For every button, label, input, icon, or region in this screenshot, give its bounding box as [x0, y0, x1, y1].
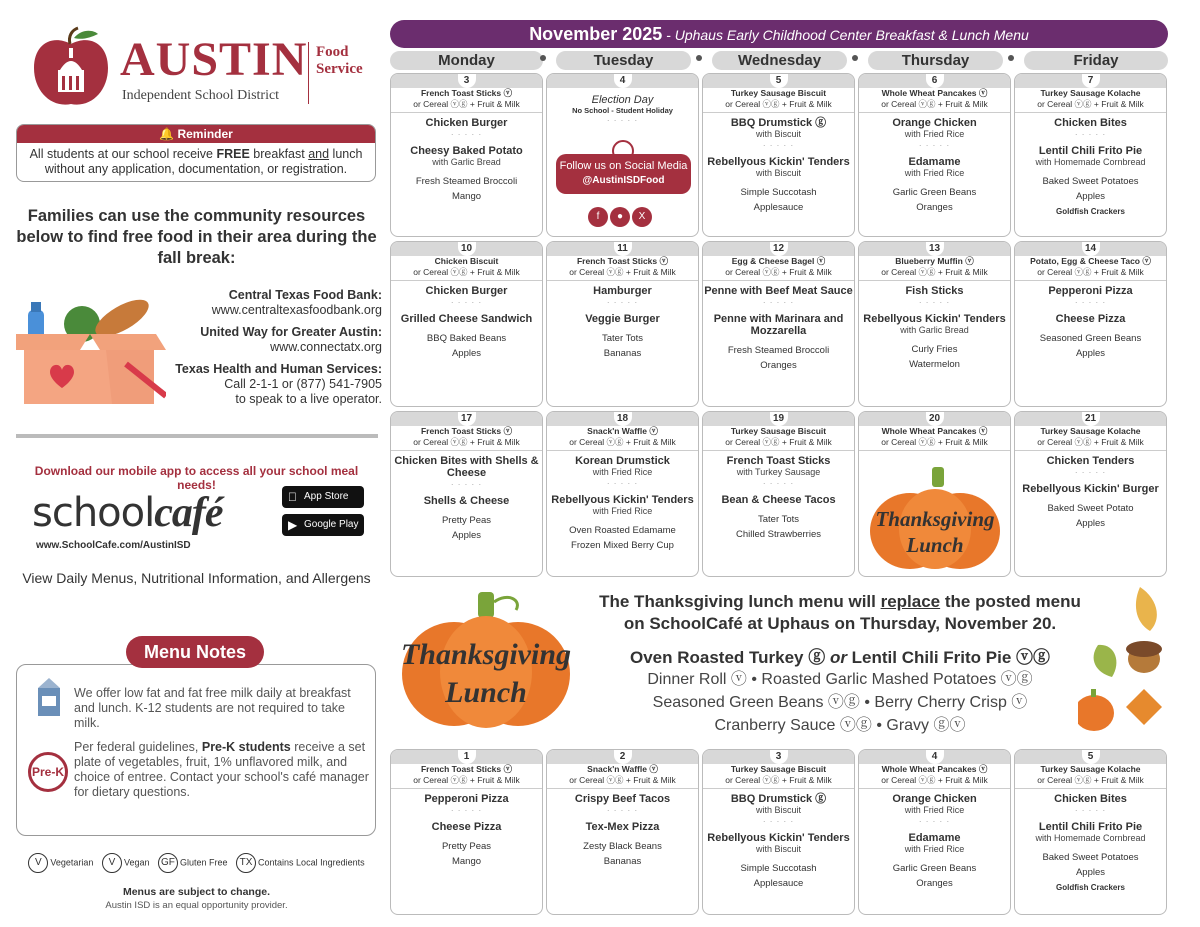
side-item: Apples [1075, 867, 1106, 878]
entree-2-side: with Homemade Cornbread [1035, 833, 1146, 843]
day-number: 10 [458, 242, 476, 256]
day-number: 12 [770, 242, 788, 256]
side-item: Apples [451, 348, 482, 359]
side-item: Chilled Strawberries [735, 529, 821, 540]
thanksgiving-label-small: Thanksgiving Lunch [875, 507, 995, 557]
day-menu [391, 256, 542, 360]
entree-2: Bean & Cheese Tacos [721, 494, 836, 506]
dot [852, 55, 858, 61]
day-menu [859, 764, 1010, 890]
day-number: 1 [458, 750, 476, 764]
separator: · · · · · [918, 298, 951, 307]
prek-badge: Pre-K [28, 752, 68, 792]
instagram-icon[interactable]: ● [610, 207, 630, 227]
side-item: Tater Tots [601, 333, 643, 344]
day-cell [702, 749, 855, 915]
day-number-bar [391, 242, 542, 256]
entree-1: BBQ Drumstick ⓖ [730, 117, 827, 129]
thanksgiving-sides: Dinner Roll ⓥ • Roasted Garlic Mashed Potatoes ⓥⓖ Seasoned Green Beans ⓥⓖ • Berry Cherry Crisp ⓥ Cranberry Sauce ⓥⓖ • Gravy ⓖⓥ [647, 671, 1033, 734]
dot [696, 55, 702, 61]
milk-note: We offer low fat and fat free milk daily at breakfast and lunch. K-12 students are not required to take milk. [74, 686, 351, 730]
day-number: 18 [614, 412, 632, 426]
menu-month: November 2025 [529, 24, 663, 44]
play-icon: ▶ [288, 518, 298, 532]
entree-2: Penne with Marinara and Mozzarella [713, 313, 844, 337]
day-menu [859, 426, 1010, 451]
day-header-tuesday: Tuesday [556, 51, 691, 70]
day-number: 4 [614, 74, 632, 88]
social-pill: Follow us on Social Media @AustinISDFood [556, 154, 691, 194]
side-item: Bananas [603, 856, 642, 867]
separator: · · · · · [606, 116, 639, 125]
breakfast-item: French Toast Sticks ⓥ [576, 256, 668, 266]
side-item: Mango [451, 856, 482, 867]
day-number: 19 [770, 412, 788, 426]
austin-isd-logo [32, 22, 372, 112]
day-number: 14 [1082, 242, 1100, 256]
side-item: BBQ Baked Beans [426, 333, 507, 344]
side-item: Oranges [760, 360, 797, 371]
side-item: Baked Sweet Potato [1047, 503, 1134, 514]
day-cell [546, 241, 699, 407]
day-number-bar [703, 74, 854, 88]
entree-1-side: with Biscuit [755, 805, 801, 815]
schoolcafe-logo: schoolcafé [32, 490, 223, 536]
side-item: Baked Sweet Potatoes [1042, 852, 1139, 863]
divider [16, 434, 378, 438]
vegetarian-icon: V [28, 853, 48, 873]
logo-austin: AUSTIN [120, 33, 308, 86]
entree-2-side: with Garlic Bread [432, 157, 501, 167]
day-number-bar [547, 74, 698, 88]
cereal-option: or Cereal ⓥⓖ + Fruit & Milk [391, 99, 542, 113]
entree-2: Rebellyous Kickin' Tenders [863, 313, 1006, 325]
entree-2: Veggie Burger [585, 313, 660, 325]
side-item: Applesauce [753, 878, 804, 889]
breakfast-item: Chicken Biscuit [434, 256, 499, 266]
day-header-thursday: Thursday [868, 51, 1003, 70]
separator: · · · · · [762, 141, 795, 150]
entree-2: Rebellyous Kickin' Tenders [551, 494, 694, 506]
side-item: Curly Fries [911, 344, 958, 355]
cereal-option: or Cereal ⓥⓖ + Fruit & Milk [703, 775, 854, 789]
day-header-wednesday: Wednesday [712, 51, 847, 70]
day-menu [703, 256, 854, 372]
breakfast-item: French Toast Sticks ⓥ [420, 764, 512, 774]
cereal-option: or Cereal ⓥⓖ + Fruit & Milk [1015, 437, 1166, 451]
entree-2-side: with Biscuit [755, 844, 801, 854]
cereal-option: or Cereal ⓥⓖ + Fruit & Milk [859, 267, 1010, 281]
vegan-icon: V [102, 853, 122, 873]
entree-1: Chicken Tenders [1046, 455, 1135, 467]
day-cell [546, 411, 699, 577]
entree-1: Orange Chicken [892, 117, 977, 129]
breakfast-item: Turkey Sausage Kolache [1040, 426, 1141, 436]
app-store-button[interactable]: App Store [282, 486, 364, 508]
breakfast-item: Blueberry Muffin ⓥ [895, 256, 974, 266]
cereal-option: or Cereal ⓥⓖ + Fruit & Milk [547, 775, 698, 789]
side-item: Garlic Green Beans [892, 187, 977, 198]
thanksgiving-menu [520, 591, 1160, 737]
day-number: 20 [926, 412, 944, 426]
day-cell [1014, 411, 1167, 577]
day-menu [859, 256, 1010, 371]
side-item: Apples [1075, 518, 1106, 529]
cereal-option: or Cereal ⓥⓖ + Fruit & Milk [703, 437, 854, 451]
entree-1: BBQ Drumstick ⓖ [730, 793, 827, 805]
cereal-option: or Cereal ⓥⓖ + Fruit & Milk [1015, 775, 1166, 789]
day-number: 7 [1082, 74, 1100, 88]
side-item: Fresh Steamed Broccoli [415, 176, 518, 187]
entree-1: French Toast Sticks [726, 455, 831, 467]
dot [1008, 55, 1014, 61]
side-item: Goldfish Crackers [1056, 883, 1125, 892]
side-item: Pretty Peas [441, 841, 492, 852]
entree-2-side: with Fried Rice [904, 844, 965, 854]
day-header-friday: Friday [1024, 51, 1168, 70]
day-number-bar [1015, 750, 1166, 764]
entree-1: Chicken Burger [425, 117, 508, 129]
dot [540, 55, 546, 61]
day-menu [859, 88, 1010, 214]
prek-note: Per federal guidelines, Pre-K students receive a set plate of vegetables, fruit, 1% unflavored milk, and choice of entree. Contact your school's café manager for dietary questions. [74, 740, 369, 799]
entree-2: Cheese Pizza [1055, 313, 1126, 325]
food-box-illustration [16, 276, 166, 406]
day-number: 2 [614, 750, 632, 764]
day-number-bar [859, 750, 1010, 764]
day-number-bar [391, 412, 542, 426]
resource-item: United Way for Greater Austin: www.connectatx.org [200, 325, 382, 354]
breakfast-item: French Toast Sticks ⓥ [420, 426, 512, 436]
entree-2: Rebellyous Kickin' Burger [1022, 483, 1159, 495]
x-icon[interactable]: X [632, 207, 652, 227]
day-menu [1015, 256, 1166, 360]
day-number-bar [703, 412, 854, 426]
breakfast-item: Snack'n Waffle ⓥ [587, 764, 658, 774]
entree-1: Chicken Bites [1054, 793, 1127, 805]
separator: · · · · · [450, 806, 483, 815]
entree-2: Rebellyous Kickin' Tenders [707, 156, 850, 168]
entree-2: Grilled Cheese Sandwich [400, 313, 533, 325]
separator: · · · · · [762, 817, 795, 826]
day-cell [390, 73, 543, 237]
cereal-option: or Cereal ⓥⓖ + Fruit & Milk [391, 437, 542, 451]
menu-title-bar [390, 20, 1168, 48]
entree-2: Lentil Chili Frito Pie [1038, 821, 1143, 833]
entree-1-side: with Turkey Sausage [736, 467, 821, 477]
side-item: Apples [1075, 191, 1106, 202]
holiday-title: Election Day [591, 94, 654, 106]
entree-2: Edamame [908, 156, 961, 168]
day-cell [858, 73, 1011, 237]
day-number: 3 [458, 74, 476, 88]
breakfast-item: Turkey Sausage Kolache [1040, 764, 1141, 774]
entree-1-side: with Biscuit [755, 129, 801, 139]
day-cell [390, 411, 543, 577]
app-download-text: Download our mobile app to access all your school meal needs! [34, 464, 359, 492]
legend-local: TX Contains Local Ingredients [236, 853, 365, 873]
side-item: Oranges [916, 878, 953, 889]
gluten-free-icon: GF [158, 853, 178, 873]
entree-2: Lentil Chili Frito Pie [1038, 145, 1143, 157]
logo-food-service: Food Service [316, 44, 363, 77]
breakfast-item: Turkey Sausage Biscuit [730, 426, 827, 436]
separator: · · · · · [762, 298, 795, 307]
side-item: Watermelon [909, 359, 960, 370]
separator: · · · · · [762, 479, 795, 488]
day-menu [547, 256, 698, 360]
breakfast-item: Turkey Sausage Kolache [1040, 88, 1141, 98]
autumn-leaves-decoration [1078, 585, 1173, 735]
social-icons [588, 206, 660, 228]
entree-1: Penne with Beef Meat Sauce [704, 285, 853, 297]
entree-2: Cheesy Baked Potato [410, 145, 523, 157]
texas-icon: TX [236, 853, 256, 873]
cereal-option: or Cereal ⓥⓖ + Fruit & Milk [547, 437, 698, 451]
day-menu [1015, 88, 1166, 218]
logo-divider [308, 42, 309, 104]
cereal-option: or Cereal ⓥⓖ + Fruit & Milk [859, 437, 1010, 451]
day-number: 21 [1082, 412, 1100, 426]
entree-1: Korean Drumstick [575, 455, 670, 467]
day-number-bar [859, 412, 1010, 426]
entree-2: Tex-Mex Pizza [585, 821, 660, 833]
social-media-callout [556, 140, 691, 234]
equal-opportunity: Austin ISD is an equal opportunity provider. [105, 900, 288, 911]
separator: · · · · · [606, 479, 639, 488]
day-menu [547, 88, 698, 127]
apple-icon [288, 486, 297, 508]
day-number-bar [859, 242, 1010, 256]
entree-2-side: with Fried Rice [904, 168, 965, 178]
day-number: 4 [926, 750, 944, 764]
thanksgiving-label-large: Thanksgiving Lunch [400, 638, 572, 709]
entree-2-side: with Fried Rice [592, 506, 653, 516]
resource-item: Central Texas Food Bank: www.centraltexasfoodbank.org [211, 288, 382, 317]
day-menu [703, 88, 854, 214]
side-item: Tater Tots [757, 514, 799, 525]
day-menu [1015, 426, 1166, 530]
entree-1: Hamburger [593, 285, 652, 297]
day-menu [391, 88, 542, 203]
thanksgiving-entrees: Oven Roasted Turkey ⓖ or Lentil Chili Frito Pie ⓥⓖ [629, 648, 1051, 667]
resource-item: Texas Health and Human Services: Call 2-1-1 or (877) 541-7905 to speak to a live operator. [175, 362, 382, 406]
day-menu [547, 764, 698, 868]
side-item: Pretty Peas [441, 515, 492, 526]
cereal-option: or Cereal ⓥⓖ + Fruit & Milk [859, 99, 1010, 113]
separator: · · · · · [450, 298, 483, 307]
day-cell [546, 749, 699, 915]
cereal-option: or Cereal ⓥⓖ + Fruit & Milk [1015, 99, 1166, 113]
schoolcafe-url[interactable]: www.SchoolCafe.com/AustinISD [36, 540, 191, 551]
reminder-header: 🔔 Reminder [17, 125, 375, 143]
side-item: Apples [1075, 348, 1106, 359]
breakfast-item: Whole Wheat Pancakes ⓥ [881, 764, 988, 774]
bell-icon: 🔔 [159, 127, 175, 141]
entree-2: Rebellyous Kickin' Tenders [707, 832, 850, 844]
day-number: 5 [770, 74, 788, 88]
entree-2: Edamame [908, 832, 961, 844]
day-number: 5 [1082, 750, 1100, 764]
side-item: Frozen Mixed Berry Cup [571, 540, 674, 551]
day-cell [1014, 73, 1167, 237]
side-item: Goldfish Crackers [1056, 207, 1125, 216]
thanksgiving-notice: The Thanksgiving lunch menu will replace the posted menu on SchoolCafé at Uphaus on Thursday, November 20. [599, 592, 1081, 633]
side-item: Seasoned Green Beans [1039, 333, 1142, 344]
entree-1: Pepperoni Pizza [424, 793, 509, 805]
holiday-note: No School - Student Holiday [572, 106, 673, 115]
side-item: Zesty Black Beans [583, 841, 662, 852]
day-cell [858, 749, 1011, 915]
side-item: Apples [451, 530, 482, 541]
day-menu [391, 426, 542, 542]
day-number: 11 [614, 242, 632, 256]
legend-vegan: V Vegan [102, 853, 150, 873]
legend-gluten-free: GF Gluten Free [158, 853, 228, 873]
day-number-bar [547, 242, 698, 256]
day-cell [1014, 749, 1167, 915]
day-number-bar [391, 74, 542, 88]
separator: · · · · · [606, 298, 639, 307]
entree-2-side: with Homemade Cornbread [1035, 157, 1146, 167]
cereal-option: or Cereal ⓥⓖ + Fruit & Milk [391, 267, 542, 281]
logo-district: Independent School District [122, 88, 280, 103]
side-item: Baked Sweet Potatoes [1042, 176, 1139, 187]
side-item: Simple Succotash [740, 187, 817, 198]
side-item: Bananas [603, 348, 642, 359]
families-heading: Families can use the community resources below to find free food in their area during the fall break: [16, 207, 377, 267]
diet-legend [14, 853, 379, 873]
separator: · · · · · [450, 130, 483, 139]
day-header-monday: Monday [390, 51, 543, 70]
reminder-text: All students at our school receive FREE breakfast and lunch without any application, documentation, or registration. [29, 147, 363, 176]
side-item: Applesauce [753, 202, 804, 213]
day-number-bar [703, 242, 854, 256]
day-menu [703, 426, 854, 541]
side-item: Fresh Steamed Broccoli [727, 345, 830, 356]
separator: · · · · · [1074, 468, 1107, 477]
day-cell [1014, 241, 1167, 407]
breakfast-item: Potato, Egg & Cheese Taco ⓥ [1030, 256, 1151, 266]
entree-1: Orange Chicken [892, 793, 977, 805]
side-item: Mango [451, 191, 482, 202]
menu-notes-title: Menu Notes [126, 636, 264, 668]
entree-1: Pepperoni Pizza [1048, 285, 1133, 297]
day-cell [702, 73, 855, 237]
day-number-bar [547, 750, 698, 764]
entree-1: Chicken Bites [1054, 117, 1127, 129]
day-cell [858, 241, 1011, 407]
day-number: 13 [926, 242, 944, 256]
entree-2-side: with Garlic Bread [900, 325, 969, 335]
day-number: 17 [458, 412, 476, 426]
side-item: Garlic Green Beans [892, 863, 977, 874]
breakfast-item: Snack'n Waffle ⓥ [587, 426, 658, 436]
separator: · · · · · [918, 141, 951, 150]
entree-2-side: with Biscuit [755, 168, 801, 178]
entree-1: Fish Sticks [905, 285, 964, 297]
day-number-bar [547, 412, 698, 426]
entree-1-side: with Fried Rice [904, 805, 965, 815]
day-menu [1015, 764, 1166, 894]
entree-2: Cheese Pizza [431, 821, 502, 833]
menu-subtitle: - Uphaus Early Childhood Center Breakfast & Lunch Menu [662, 27, 1029, 43]
cereal-option: or Cereal ⓥⓖ + Fruit & Milk [703, 267, 854, 281]
cereal-option: or Cereal ⓥⓖ + Fruit & Milk [547, 267, 698, 281]
day-menu [547, 426, 698, 552]
day-number-bar [703, 750, 854, 764]
google-play-button[interactable]: ▶ Google Play [282, 514, 364, 536]
separator: · · · · · [1074, 298, 1107, 307]
entree-1: Chicken Bites with Shells & Cheese [394, 455, 539, 479]
cereal-option: or Cereal ⓥⓖ + Fruit & Milk [391, 775, 542, 789]
day-number-bar [859, 74, 1010, 88]
separator: · · · · · [450, 480, 483, 489]
day-cell [702, 241, 855, 407]
day-menu [391, 764, 542, 868]
breakfast-item: Turkey Sausage Biscuit [730, 764, 827, 774]
entree-1: Crispy Beef Tacos [574, 793, 671, 805]
day-number: 6 [926, 74, 944, 88]
separator: · · · · · [1074, 130, 1107, 139]
subject-to-change: Menus are subject to change. [122, 886, 271, 898]
day-number-bar [1015, 74, 1166, 88]
cereal-option: or Cereal ⓥⓖ + Fruit & Milk [859, 775, 1010, 789]
legend-vegetarian: V Vegetarian [28, 853, 93, 873]
day-number: 3 [770, 750, 788, 764]
cereal-option: or Cereal ⓥⓖ + Fruit & Milk [1015, 267, 1166, 281]
breakfast-item: Egg & Cheese Bagel ⓥ [731, 256, 826, 266]
day-cell [702, 411, 855, 577]
separator: · · · · · [1074, 806, 1107, 815]
left-panel [14, 14, 382, 919]
day-menu [703, 764, 854, 890]
entree-1-side: with Fried Rice [904, 129, 965, 139]
milk-carton-icon [34, 676, 64, 718]
day-number-bar [391, 750, 542, 764]
side-item: Oranges [916, 202, 953, 213]
view-menus-text: View Daily Menus, Nutritional Information, and Allergens [22, 570, 371, 586]
side-item: Oven Roasted Edamame [569, 525, 676, 536]
entree-1-side: with Fried Rice [592, 467, 653, 477]
reminder-box [16, 124, 376, 182]
day-number-bar [1015, 412, 1166, 426]
separator: · · · · · [606, 806, 639, 815]
breakfast-item: Whole Wheat Pancakes ⓥ [881, 88, 988, 98]
breakfast-item: Whole Wheat Pancakes ⓥ [881, 426, 988, 436]
day-cell [390, 241, 543, 407]
resources-list [164, 288, 382, 414]
entree-1: Chicken Burger [425, 285, 508, 297]
cereal-option: or Cereal ⓥⓖ + Fruit & Milk [703, 99, 854, 113]
separator: · · · · · [918, 817, 951, 826]
facebook-icon[interactable]: f [588, 207, 608, 227]
breakfast-item: Turkey Sausage Biscuit [730, 88, 827, 98]
entree-2: Shells & Cheese [423, 495, 510, 507]
day-cell [390, 749, 543, 915]
day-number-bar [1015, 242, 1166, 256]
side-item: Simple Succotash [740, 863, 817, 874]
breakfast-item: French Toast Sticks ⓥ [420, 88, 512, 98]
apple-capitol-icon [32, 26, 110, 108]
